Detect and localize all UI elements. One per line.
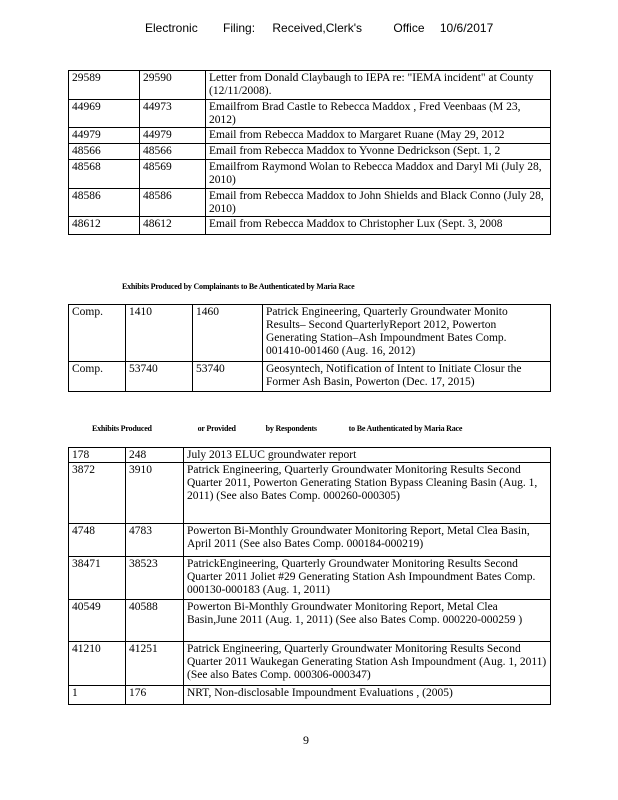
end-bates-cell: 40588 (126, 600, 184, 642)
exhibits-table-1 (68, 70, 551, 235)
description-cell: Powerton Bi-Monthly Groundwater Monitoring Report, Metal Clea Basin,June 2011 (Aug. 1, 2011) (See also Bates Comp. 000220-000259 ) (184, 600, 551, 642)
description-cell: PatrickEngineering, Quarterly Groundwater Monitoring Results Second Quarter 2011 Joliet #29 Generating Station Ash Impoundment Bates Comp. 000130-000183 (Aug. 1, 2011) (184, 557, 551, 600)
description-cell: Emailfrom Brad Castle to Rebecca Maddox , Fred Veenbaas (M 23, 2012) (206, 100, 551, 128)
table-row (69, 305, 551, 362)
end-bates-cell: 48586 (140, 189, 206, 217)
end-bates-cell: 41251 (126, 642, 184, 686)
header-office: Office (393, 21, 425, 35)
table-row (69, 557, 551, 600)
caption-part: by Respondents (265, 424, 317, 433)
exhibits-table-3 (68, 447, 551, 705)
end-bates-cell: 48566 (140, 144, 206, 160)
table-row (69, 600, 551, 642)
end-bates-cell: 38523 (126, 557, 184, 600)
start-bates-cell: 178 (69, 448, 126, 463)
complainants-exhibits-caption: Exhibits Produced by Complainants to Be Authenticated by Maria Race (122, 282, 355, 291)
table-row (69, 71, 551, 100)
end-bates-cell: 48569 (140, 160, 206, 189)
respondents-exhibits-caption (92, 424, 462, 433)
end-bates-cell: 176 (126, 686, 184, 705)
start-bates-cell: 48566 (69, 144, 140, 160)
end-bates-cell: 1460 (193, 305, 263, 362)
end-bates-cell: 3910 (126, 463, 184, 524)
end-bates-cell: 248 (126, 448, 184, 463)
table-row (69, 686, 551, 705)
description-cell: Email from Rebecca Maddox to Margaret Ruane (May 29, 2012 (206, 128, 551, 144)
table-row (69, 144, 551, 160)
description-cell: Patrick Engineering, Quarterly Groundwater Monitoring Results Second Quarter 2011 Waukegan Generating Station Ash Impoundment (Aug. 1, 2011) (See also Bates Comp. 000306-000347) (184, 642, 551, 686)
start-bates-cell: 48586 (69, 189, 140, 217)
page-header (145, 21, 493, 35)
table-row (69, 160, 551, 189)
header-filing: Filing: (223, 21, 256, 35)
caption-part: or Provided (197, 424, 236, 433)
page-number: 9 (303, 733, 309, 747)
start-bates-cell: 1410 (126, 305, 193, 362)
description-cell: Patrick Engineering, Quarterly Groundwater Monitoring Results Second Quarter 2011, Powerton Generating Station Bypass Cleaning Basin (Aug. 1, 2011) (See also Bates Comp. 000260-000305) (184, 463, 551, 524)
header-received: Received,Clerk's (272, 21, 363, 35)
end-bates-cell: 48612 (140, 217, 206, 235)
caption-part: Exhibits Produced (92, 424, 152, 433)
start-bates-cell: 48568 (69, 160, 140, 189)
start-bates-cell: 41210 (69, 642, 126, 686)
end-bates-cell: 53740 (193, 362, 263, 392)
start-bates-cell: 48612 (69, 217, 140, 235)
start-bates-cell: 3872 (69, 463, 126, 524)
end-bates-cell: 4783 (126, 524, 184, 557)
table-row (69, 128, 551, 144)
prefix-cell: Comp. (69, 362, 126, 392)
end-bates-cell: 44979 (140, 128, 206, 144)
start-bates-cell: 4748 (69, 524, 126, 557)
end-bates-cell: 44973 (140, 100, 206, 128)
description-cell: Email from Rebecca Maddox to John Shields and Black Conno (July 28, 2010) (206, 189, 551, 217)
description-cell: Geosyntech, Notification of Intent to Initiate Closur the Former Ash Basin, Powerton (Dec. 17, 2015) (263, 362, 551, 392)
table-row (69, 448, 551, 463)
caption-part: to Be Authenticated by Maria Race (348, 424, 463, 433)
table-row (69, 189, 551, 217)
start-bates-cell: 1 (69, 686, 126, 705)
description-cell: Emailfrom Raymond Wolan to Rebecca Maddox and Daryl Mi (July 28, 2010) (206, 160, 551, 189)
table-row (69, 100, 551, 128)
description-cell: Email from Rebecca Maddox to Christopher Lux (Sept. 3, 2008 (206, 217, 551, 235)
header-date: 10/6/2017 (439, 21, 494, 35)
start-bates-cell: 44979 (69, 128, 140, 144)
start-bates-cell: 53740 (126, 362, 193, 392)
table-row (69, 217, 551, 235)
table-row (69, 524, 551, 557)
start-bates-cell: 29589 (69, 71, 140, 100)
description-cell: Powerton Bi-Monthly Groundwater Monitoring Report, Metal Clea Basin, April 2011 (See also Bates Comp. 000184-000219) (184, 524, 551, 557)
description-cell: July 2013 ELUC groundwater report (184, 448, 551, 463)
table-row (69, 362, 551, 392)
end-bates-cell: 29590 (140, 71, 206, 100)
prefix-cell: Comp. (69, 305, 126, 362)
description-cell: Email from Rebecca Maddox to Yvonne Dedrickson (Sept. 1, 2 (206, 144, 551, 160)
header-electronic: Electronic (145, 21, 198, 35)
start-bates-cell: 44969 (69, 100, 140, 128)
table-row (69, 463, 551, 524)
description-cell: Patrick Engineering, Quarterly Groundwater Monito Results– Second QuarterlyReport 2012, Powerton Generating Station–Ash Impoundment Bates Comp. 001410-001460 (Aug. 16, 2012) (263, 305, 551, 362)
start-bates-cell: 38471 (69, 557, 126, 600)
table-row (69, 642, 551, 686)
description-cell: Letter from Donald Claybaugh to IEPA re: "IEMA incident" at County (12/11/2008). (206, 71, 551, 100)
exhibits-table-2 (68, 304, 551, 392)
start-bates-cell: 40549 (69, 600, 126, 642)
description-cell: NRT, Non-disclosable Impoundment Evaluations , (2005) (184, 686, 551, 705)
